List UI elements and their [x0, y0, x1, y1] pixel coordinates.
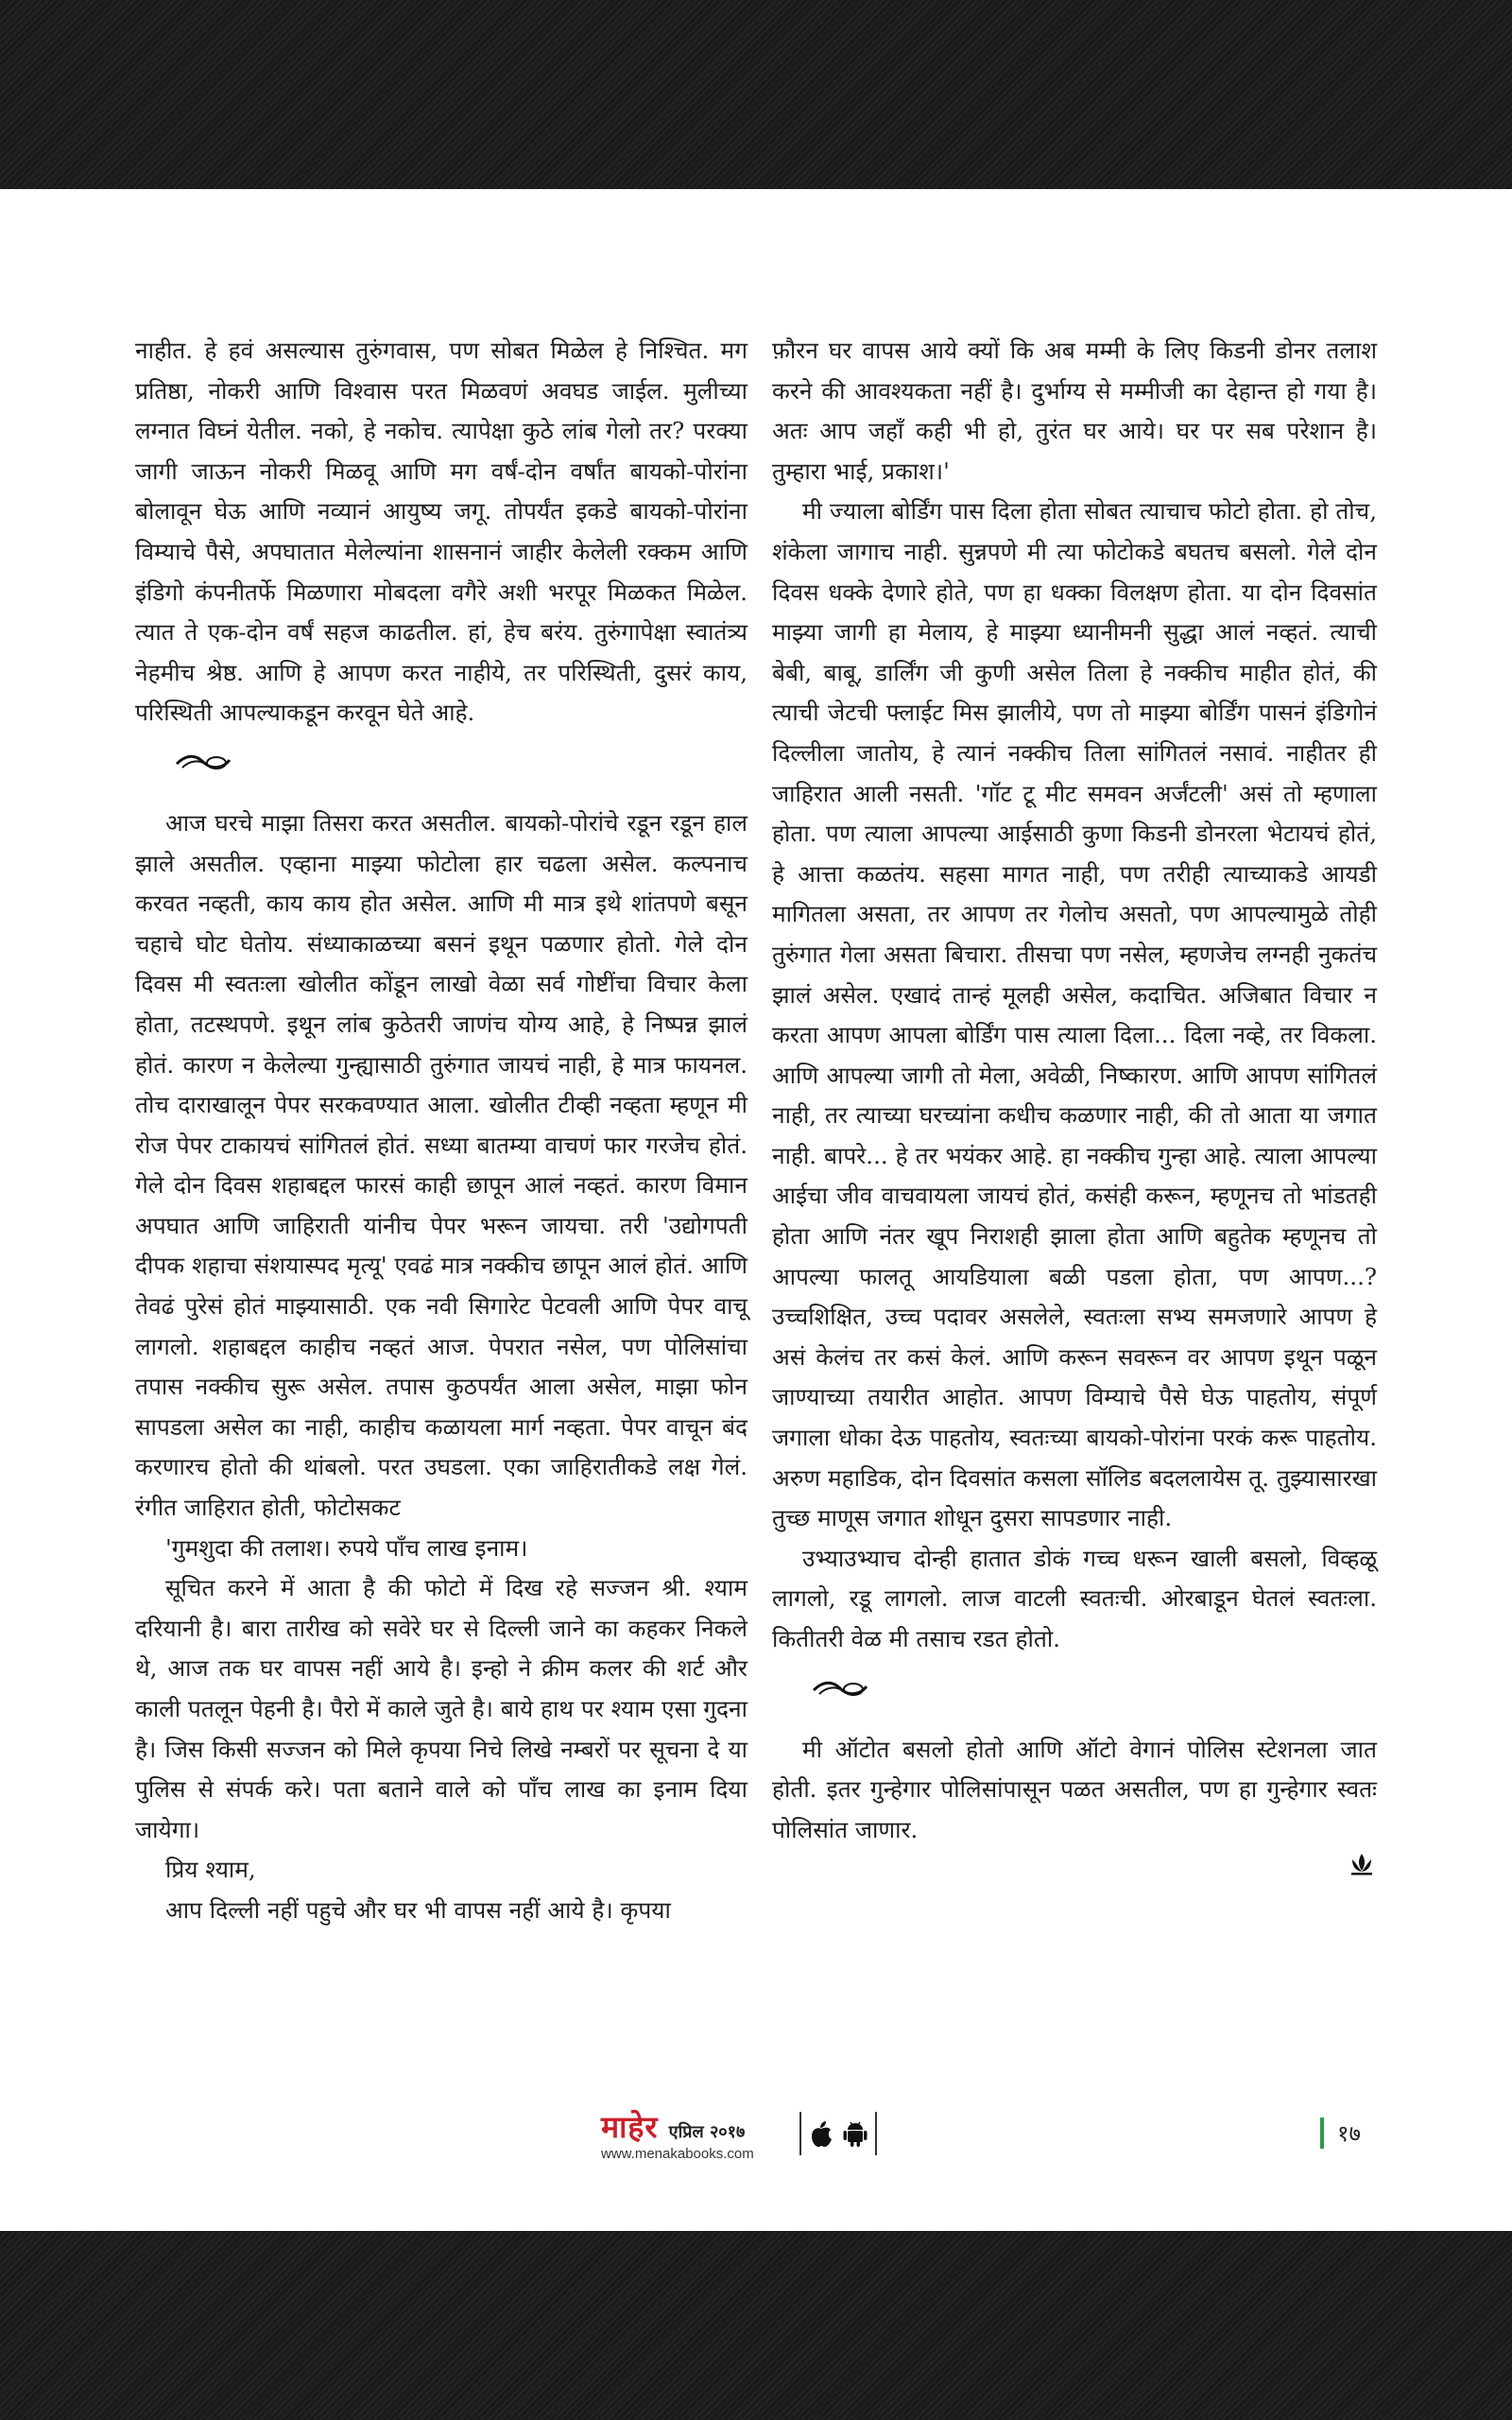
paragraph: आज घरचे माझा तिसरा करत असतील. बायको-पोरांचे रडून रडून हाल झाले असतील. एव्हाना माझ्या फोटोला हार चढला असेल. कल्पनाच करवत नव्हती, काय काय होत असेल. आणि मी मात्र इथे शांतपणे बसून चहाचे घोट घेतोय. संध्याकाळच्या बसनं इथून पळणार होतो. गेले दोन दिवस मी स्वतःला खोलीत कोंडून लाखो वेळा सर्व गोष्टींचा विचार केला होता, तटस्थपणे. इथून लांब कुठेतरी जाणंच योग्य आहे, हे निष्पन्न झालं होतं. कारण न केलेल्या गुन्ह्यासाठी तुरुंगात जायचं नाही, हे मात्र फायनल. तोच दाराखालून पेपर सरकवण्यात आला. खोलीत टीव्ही नव्हता म्हणून मी रोज पेपर टाकायचं सांगितलं होतं. सध्या बातम्या वाचणं फार गरजेच होतं. गेले दोन दिवस शहाबद्दल फारसं काही छापून आलं नव्हतं. कारण विमान अपघात आणि जाहिराती यांनीच पेपर भरून जायचा. तरी 'उद्योगपती दीपक शहाचा संशयास्पद मृत्यू' एवढं मात्र नक्कीच छापून आलं होतं. आणि तेवढं पुरेसं होतं माझ्यासाठी. एक नवी सिगारेट पेटवली आणि पेपर वाचू लागलो. शहाबद्दल काहीच नव्हतं आज. पेपरात नसेल, पण पोलिसांचा तपास नक्कीच सुरू असेल. तपास कुठपर्यंत आला असेल, माझा फोन सापडला असेल का नाही, काहीच कळायला मार्ग नव्हता. पेपर वाचून बंद करणारच होतो की थांबलो. परत उघडला. एका जाहिरातीकडे लक्ष गेलं. रंगीत जाहिरात होती, फोटोसकट	[135, 808, 747, 1522]
website-link[interactable]: www.menakabooks.com	[601, 2146, 754, 2162]
issue-date: एप्रिल २०१७	[668, 2122, 746, 2142]
paragraph: 'गुमशुदा की तलाश। रुपये पाँच लाख इनाम।	[165, 1533, 528, 1562]
apple-icon[interactable]	[809, 2119, 833, 2148]
paragraph: मी ऑटोत बसलो होतो आणि ऑटो वेगानं पोलिस स्टेशनला जात होती. इतर गुन्हेगार पोलिसांपासून पळत असतील, पण हा गुन्हेगार स्वतः पोलिसांत जाणार.	[772, 1735, 1377, 1843]
paragraph: मी ज्याला बोर्डिंग पास दिला होता सोबत त्याचाच फोटो होता. हो तोच, शंकेला जागाच नाही. सुन्नपणे मी त्या फोटोकडे बघतच बसलो. गेले दोन दिवस धक्के देणारे होते, पण हा धक्का विलक्षण होता. या दोन दिवसांत माझ्या जागी हा मेलाय, हे माझ्या ध्यानीमनी सुद्धा आलं नव्हतं. त्याची बेबी, बाबू, डार्लिंग जी कुणी असेल तिला हे नक्कीच माहीत होतं, की त्याची जेटची फ्लाईट मिस झालीये, पण तो माझ्या बोर्डिंग पासनं इंडिगोनं दिल्लीला जातोय, हे त्यानं नक्कीच तिला सांगितलं नसावं. नाहीतर ही जाहिरात आली नसती. 'गॉट टू मीट समवन अर्जंटली' असं तो म्हणाला होता. पण त्याला आपल्या आईसाठी कुणा किडनी डोनरला भेटायचं होतं, हे आत्ता कळतंय. सहसा मागत नाही, पण तरीही त्याच्याकडे आयडी मागितला असता, तर आपण तर गेलोच असतो, पण आपल्यामुळे तोही तुरुंगात गेला असता बिचारा. तीसचा पण नसेल, म्हणजेच लग्नही नुकतंच झालं असेल. एखादं तान्हं मूलही असेल, कदाचित. अजिबात विचार न करता आपण आपला बोर्डिंग पास त्याला दिला... दिला नव्हे, तर विकला. आणि आपल्या जागी तो मेला, अवेळी, निष्कारण. आणि आपण सांगितलं नाही, तर त्याच्या घरच्यांना कधीच कळणार नाही, की तो आता या जगात नाही. बापरे... हे तर भयंकर आहे. हा नक्कीच गुन्हा आहे. त्याला आपल्या आईचा जीव वाचवायला जायचं होतं, कसंही करून, म्हणूनच तो भांडतही होता आणि नंतर खूप निराशही झाला होता आणि बहुतेक म्हणूनच तो आपल्या फालतू आयडियाला बळी पडला होता, पण आपण...? उच्चशिक्षित, उच्च पदावर असलेले, स्वतःला सभ्य समजणारे आपण हे असं केलंच तर कसं केलं. आणि करून सवरून वर आपण इथून पळून जाण्याच्या तयारीत आहोत. आपण विम्याचे पैसे घेऊ पाहतोय, संपूर्ण जगाला धोका देऊ पाहतोय, स्वतःच्या बायको-पोरांना परकं करू पाहतोय. अरुण महाडिक, दोन दिवसांत कसला सॉलिड बदललायेस तू. तुझ्यासारखा तुच्छ माणूस जगात शोधून दुसरा सापडणार नाही.	[772, 497, 1377, 1532]
right-column	[772, 331, 1377, 1888]
end-mark-row	[772, 1850, 1377, 1888]
app-store-icons	[799, 2112, 877, 2155]
top-dark-band	[0, 0, 1512, 189]
paragraph: उभ्याउभ्याच दोन्ही हातात डोकं गच्च धरून खाली बसलो, विव्हळू लागलो, रडू लागलो. लाज वाटली स्वतःची. ओरबाडून घेतलं स्वतःला. कितीतरी वेळ मी तसाच रडत होतो.	[772, 1544, 1377, 1652]
paragraph: आप दिल्ली नहीं पहुचे और घर भी वापस नहीं आये है। कृपया	[165, 1895, 671, 1924]
lotus-end-icon	[1347, 1850, 1377, 1876]
paragraph: सूचित करने में आता है की फोटो में दिख रहे सज्जन श्री. श्याम दरियानी है। बारा तारीख को सवेरे घर से दिल्ली जाने का कहकर निकले थे, आज तक घर वापस नहीं आये है। इन्हो ने क्रीम कलर की शर्ट और काली पतलून पेहनी है। पैरो में काले जुते है। बाये हाथ पर श्याम एसा गुदना है। जिस किसी सज्जन को मिले कृपया निचे लिखे नम्बरों पर सूचना दे या पुलिस से संपर्क करे। पता बताने वाले को पाँच लाख का इनाम दिया जायेगा।	[135, 1574, 747, 1843]
ornament-icon	[810, 1677, 870, 1702]
paragraph: फ़ौरन घर वापस आये क्यों कि अब मम्मी के लिए किडनी डोनर तलाश करने की आवश्यकता नहीं है। दुर्भाग्य से मम्मीजी का देहान्त हो गया है। अतः आप जहाँ कही भी हो, तुरंत घर आये। घर पर सब परेशान है। तुम्हारा भाई, प्रकाश।'	[772, 337, 1377, 485]
paragraph: नाहीत. हे हवं असल्यास तुरुंगवास, पण सोबत मिळेल हे निश्चित. मग प्रतिष्ठा, नोकरी आणि विश्वास परत मिळवणं अवघड जाईल. मुलीच्या लग्नात विघ्नं येतील. नको, हे नकोच. त्यापेक्षा कुठे लांब गेलो तर? परक्या जागी जाऊन नोकरी मिळवू आणि मग वर्षं-दोन वर्षांत बायको-पोरांना बोलावून घेऊ आणि नव्यानं आयुष्य जगू. तोपर्यंत इकडे बायको-पोरांना विम्याचे पैसे, अपघातात मेलेल्यांना शासनानं जाहीर केलेली रक्कम आणि इंडिगो कंपनीतर्फे मिळणारा मोबदला वगैरे अशी भरपूर मिळकत मिळेल. त्यात ते एक-दोन वर्षं सहज काढतील. हां, हेच बरंय. तुरुंगापेक्षा स्वातंत्र्य नेहमीच श्रेष्ठ. आणि हे आपण करत नाहीये, तर परिस्थिती, दुसरं काय, परिस्थिती आपल्याकडून करवून घेते आहे.	[135, 337, 747, 727]
ornament-icon	[173, 751, 233, 775]
left-column	[135, 331, 747, 1931]
section-divider-ornament	[772, 1666, 1377, 1722]
page-footer	[0, 2080, 1512, 2162]
paragraph: प्रिय श्याम,	[165, 1856, 256, 1884]
bottom-dark-band	[0, 2231, 1512, 2420]
android-icon[interactable]	[843, 2119, 868, 2148]
magazine-name: माहेर	[601, 2109, 659, 2145]
magazine-logo	[601, 2106, 745, 2147]
magazine-page	[0, 189, 1512, 2231]
section-divider-ornament	[135, 739, 747, 796]
page-number: १७	[1320, 2118, 1361, 2149]
